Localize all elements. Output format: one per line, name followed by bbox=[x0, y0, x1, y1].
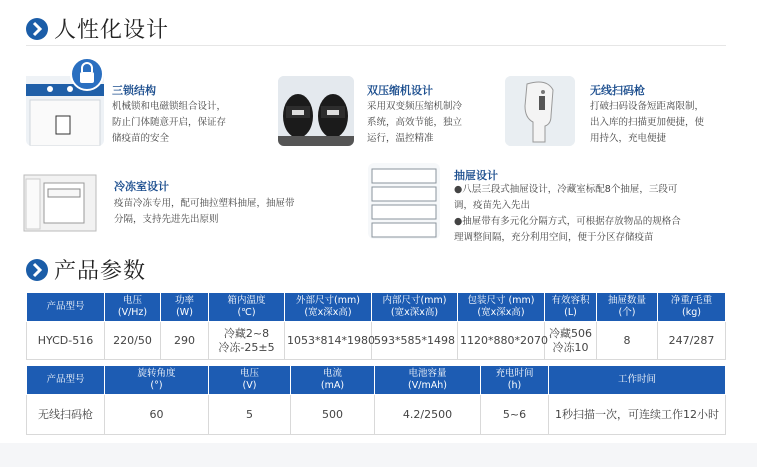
feature-title: 三锁结构 bbox=[112, 84, 156, 97]
table-cell: 593*585*1498 bbox=[372, 322, 458, 360]
table-header-cell: 外部尺寸(mm) (宽x深x高) bbox=[285, 293, 372, 322]
footer-band bbox=[0, 443, 757, 467]
table-cell: 5 bbox=[209, 395, 291, 435]
table-row bbox=[27, 395, 726, 435]
table-header-cell: 包装尺寸 (mm) (宽x深x高) bbox=[458, 293, 545, 322]
chevron-right-icon bbox=[26, 18, 48, 40]
table-header-cell: 产品型号 bbox=[27, 293, 105, 322]
table-header-row bbox=[27, 293, 726, 322]
drawer-image bbox=[368, 163, 440, 239]
table-cell: 247/287 bbox=[658, 322, 726, 360]
table-header-cell: 充电时间 (h) bbox=[481, 366, 549, 395]
table-header-cell: 电流 (mA) bbox=[291, 366, 375, 395]
table-header-cell: 旋转角度 (°) bbox=[105, 366, 209, 395]
feature-desc: 采用双变频压缩机制冷 系统，高效节能，独立 运行，温控精准 bbox=[367, 101, 463, 144]
table-header-cell: 净重/毛重 (kg) bbox=[658, 293, 726, 322]
table-header-cell: 有效容积 (L) bbox=[545, 293, 597, 322]
table-cell: 1053*814*1980 bbox=[285, 322, 372, 360]
feature-desc: 打破扫码设备短距离限制， 出入库的扫描更加便捷，使 用持久，充电便捷 bbox=[590, 101, 705, 144]
table-cell: 60 bbox=[105, 395, 209, 435]
table-cell: 冷藏506 冷冻10 bbox=[545, 322, 597, 360]
table-header-cell: 箱内温度 (℃) bbox=[209, 293, 285, 322]
table-header-cell: 电池容量 (V/mAh) bbox=[375, 366, 481, 395]
section-title: 人性化设计 bbox=[54, 18, 170, 43]
table-cell: 冷藏2~8 冷冻-25±5 bbox=[209, 322, 285, 360]
section-title: 产品参数 bbox=[54, 259, 147, 284]
feature-desc: 机械锁和电磁锁组合设计， 防止门体随意开启，保证存 储疫苗的安全 bbox=[112, 101, 227, 144]
table-header-cell: 功率 (W) bbox=[161, 293, 209, 322]
table-cell: 5~6 bbox=[481, 395, 549, 435]
feature-title: 无线扫码枪 bbox=[590, 84, 645, 97]
divider bbox=[26, 45, 726, 46]
scanner-gun-image bbox=[505, 76, 575, 146]
section-heading-design bbox=[26, 13, 169, 44]
chevron-right-icon bbox=[26, 259, 48, 281]
feature-title: 抽屉设计 bbox=[454, 169, 498, 182]
feature-title: 冷冻室设计 bbox=[114, 180, 169, 193]
table-cell: 1秒扫描一次，可连续工作12小时 bbox=[549, 395, 726, 435]
table-cell: 无线扫码枪 bbox=[27, 395, 105, 435]
section-heading-params bbox=[26, 254, 146, 285]
table-cell: 4.2/2500 bbox=[375, 395, 481, 435]
feature-title: 双压缩机设计 bbox=[367, 84, 433, 97]
table-cell: 1120*880*2070 bbox=[458, 322, 545, 360]
freezer-compartment-image bbox=[16, 165, 104, 235]
table-header-row bbox=[27, 366, 726, 395]
table-header-cell: 工作时间 bbox=[549, 366, 726, 395]
table-row bbox=[27, 322, 726, 360]
table-header-cell: 抽屉数量 (个) bbox=[597, 293, 658, 322]
table-cell: 220/50 bbox=[105, 322, 161, 360]
table-cell: 290 bbox=[161, 322, 209, 360]
table-cell: 8 bbox=[597, 322, 658, 360]
table-header-cell: 电压 (V) bbox=[209, 366, 291, 395]
compressor-image bbox=[278, 76, 354, 146]
spec-table-freezer bbox=[26, 292, 726, 360]
table-header-cell: 电压 (V/Hz) bbox=[105, 293, 161, 322]
table-header-cell: 产品型号 bbox=[27, 366, 105, 395]
table-header-cell: 内部尺寸(mm) (宽x深x高) bbox=[372, 293, 458, 322]
table-cell: HYCD-516 bbox=[27, 322, 105, 360]
freezer-lock-image bbox=[26, 56, 104, 146]
feature-desc: 疫苗冷冻专用，配可抽拉塑料抽屉，抽屉带 分隔，支持先进先出原则 bbox=[114, 198, 295, 225]
table-cell: 500 bbox=[291, 395, 375, 435]
feature-desc: ●八层三段式抽屉设计，冷藏室标配8个抽屉，三段可 调，疫苗先入先出 ●抽屉带有多元化分隔方式，可根据存放物品的规格合 理调整间隔，充分利用空间，便于分区存储疫苗 bbox=[454, 184, 681, 243]
spec-table-scanner bbox=[26, 365, 726, 435]
